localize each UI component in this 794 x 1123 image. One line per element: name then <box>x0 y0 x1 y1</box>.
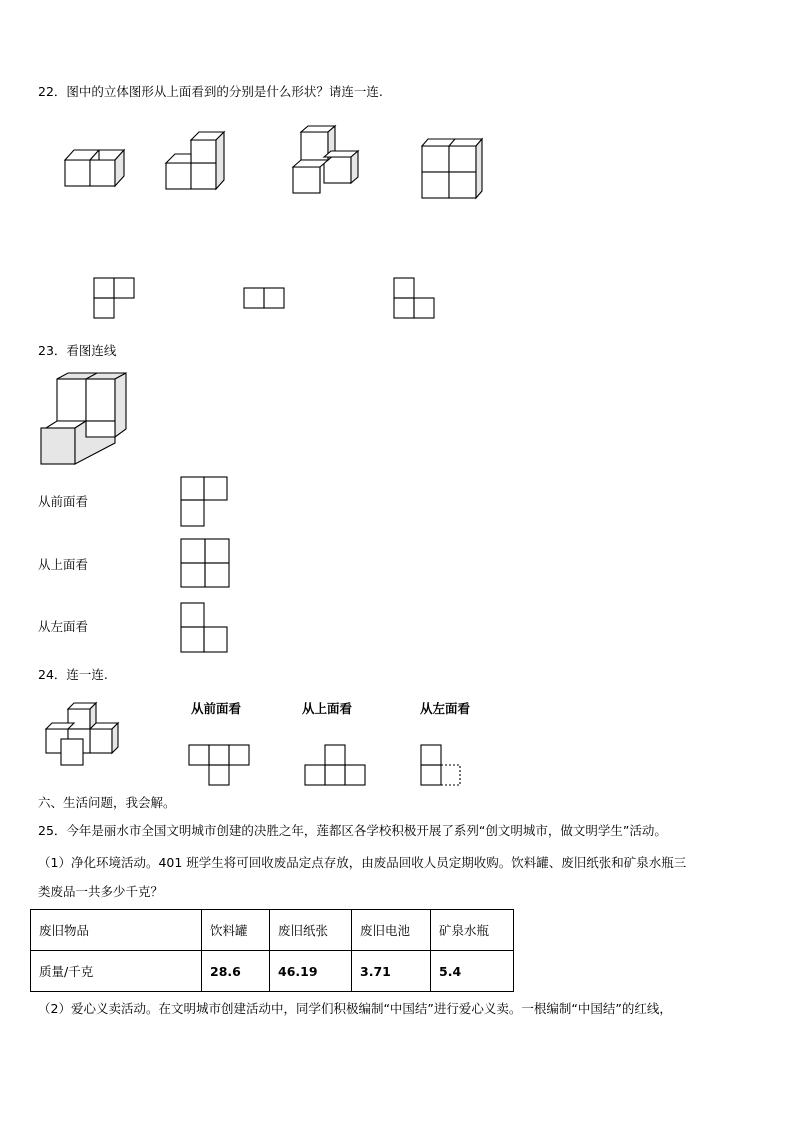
table-cell: 28.6 <box>202 951 270 992</box>
q24-solid <box>40 701 136 769</box>
q22-solid-3 <box>290 124 362 196</box>
q23-label-front: 从前面看 <box>38 494 89 509</box>
table-cell: 5.4 <box>431 951 514 992</box>
q23-label-top: 从上面看 <box>38 557 89 572</box>
q25-part1-line2: 类废品一共多少千克？ <box>38 884 164 899</box>
q24-title: 24．连一连. <box>38 667 108 682</box>
q23-label-left: 从左面看 <box>38 619 89 634</box>
q25-intro: 25．今年是丽水市全国文明城市创建的决胜之年，莲都区各学校积极开展了系列“创文明城市，做文明学生”活动。 <box>38 823 667 838</box>
table-header-cell: 废旧纸张 <box>270 910 352 951</box>
table-header-cell: 矿泉水瓶 <box>431 910 514 951</box>
q23-view-c <box>178 600 232 656</box>
table-row-label: 质量/千克 <box>31 951 202 992</box>
q25-part1-line1: （1）净化环境活动。401 班学生将可回收废品定点存放，由废品回收人员定期收购。饮料罐、废旧纸张和矿泉水瓶三 <box>38 855 687 870</box>
table-row <box>31 951 514 992</box>
q24-view-top-shape <box>302 742 368 788</box>
q24-view-label-top: 从上面看 <box>302 701 353 716</box>
q24-view-label-front: 从前面看 <box>191 701 242 716</box>
q22-solid-4 <box>419 137 485 201</box>
table-header-cell: 废旧电池 <box>352 910 431 951</box>
q24-view-label-left: 从左面看 <box>420 701 471 716</box>
table-cell: 3.71 <box>352 951 431 992</box>
q22-top-view-1 <box>92 276 138 322</box>
q22-top-view-2 <box>242 286 288 312</box>
section6-heading: 六、生活问题，我会解。 <box>38 795 176 810</box>
table-header-cell: 饮料罐 <box>202 910 270 951</box>
q23-view-b <box>178 536 234 592</box>
q23-solid <box>38 371 134 469</box>
table-header-row <box>31 910 514 951</box>
q24-view-front-shape <box>186 742 252 788</box>
q22-top-view-3 <box>392 276 438 322</box>
q25-part2-line1: （2）爱心义卖活动。在文明城市创建活动中，同学们积极编制“中国结”进行爱心义卖。一根编制“中国结”的红线， <box>38 1001 672 1016</box>
q22-solid-2 <box>163 130 229 192</box>
table-cell: 46.19 <box>270 951 352 992</box>
q22-solid-1 <box>62 144 128 190</box>
q23-view-a <box>178 474 232 530</box>
q22-title: 22．图中的立体图形从上面看到的分别是什么形状？请连一连. <box>38 84 383 99</box>
q23-title: 23．看图连线 <box>38 343 117 358</box>
table-header-cell: 废旧物品 <box>31 910 202 951</box>
q24-view-left-shape <box>418 742 464 788</box>
q25-waste-table <box>30 909 514 992</box>
